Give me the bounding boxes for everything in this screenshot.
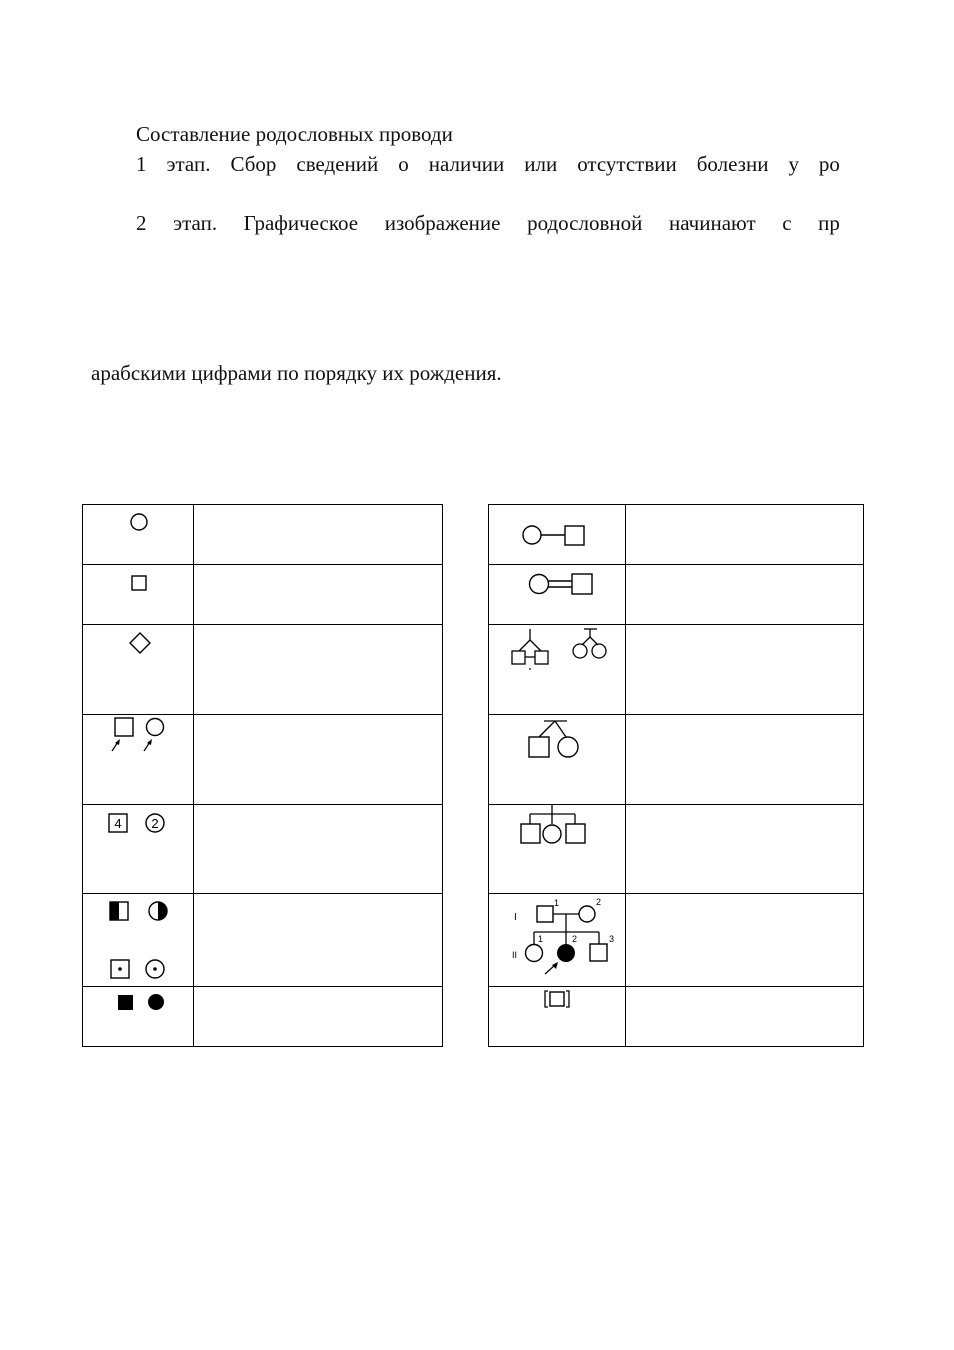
number-label: 4 [114, 816, 122, 831]
word: Графическое [243, 211, 359, 235]
paragraph-line-2 [136, 152, 840, 177]
legend-row [83, 805, 443, 894]
affected-filled-icon [83, 987, 193, 1045]
symbol-cell [489, 987, 626, 1047]
word: о [398, 152, 409, 176]
number-label: 2 [151, 816, 159, 831]
legend-row [83, 987, 443, 1047]
paragraph-line-3 [136, 211, 840, 236]
description-cell [194, 894, 443, 987]
word: пр [818, 211, 840, 235]
legend-row [489, 987, 864, 1047]
consanguineous-marriage-icon [489, 565, 625, 623]
marriage-line-icon [489, 505, 625, 563]
legend-table-left [82, 504, 443, 1047]
word: Сбор [230, 152, 277, 176]
deceased-bracket-icon [489, 987, 625, 1045]
twins-icon [489, 625, 625, 713]
proband-arrow-icon [83, 715, 193, 803]
word: или [524, 152, 558, 176]
generation-label: II [512, 950, 518, 960]
person-number: 2 [572, 934, 578, 944]
symbol-cell [83, 715, 194, 805]
word: ро [818, 152, 840, 176]
word: отсутствии [577, 152, 677, 176]
legend-row [489, 505, 864, 565]
legend-row [83, 505, 443, 565]
description-cell [194, 805, 443, 894]
symbol-cell [83, 805, 194, 894]
word: болезни [696, 152, 769, 176]
word: с [782, 211, 792, 235]
legend-row [83, 625, 443, 715]
description-cell [626, 805, 864, 894]
legend-row [83, 894, 443, 987]
description-cell [626, 565, 864, 625]
symbol-cell [489, 894, 626, 987]
siblings-three-icon [489, 805, 625, 892]
female-circle-icon [83, 505, 193, 563]
description-cell [626, 987, 864, 1047]
paragraph-line-4: арабскими цифрами по порядку их рождения. [91, 361, 502, 385]
person-number: 3 [609, 934, 615, 944]
description-cell [194, 715, 443, 805]
siblings-boy-girl-icon [489, 715, 625, 803]
sex-unknown-diamond-icon [83, 625, 193, 713]
symbol-cell [83, 505, 194, 565]
description-cell [626, 505, 864, 565]
word: наличии [428, 152, 505, 176]
word: этап. [173, 211, 218, 235]
word: этап. [166, 152, 211, 176]
description-cell [626, 625, 864, 715]
word: сведений [296, 152, 379, 176]
male-square-icon [83, 565, 193, 623]
paragraph-line-1: Составление родословных проводи [136, 122, 453, 146]
symbol-cell [489, 565, 626, 625]
word: изображение [384, 211, 501, 235]
word: у [788, 152, 799, 176]
symbol-cell [83, 894, 194, 987]
word: начинают [668, 211, 756, 235]
person-number: 1 [554, 898, 560, 908]
legend-row [83, 565, 443, 625]
word: 2 [136, 211, 147, 235]
symbol-cell [83, 565, 194, 625]
legend-row [489, 625, 864, 715]
legend-row [489, 805, 864, 894]
description-cell [194, 505, 443, 565]
description-cell [626, 715, 864, 805]
description-cell [194, 565, 443, 625]
pedigree-example-icon [489, 894, 625, 985]
legend-row [489, 894, 864, 987]
symbol-cell [489, 805, 626, 894]
person-number: 2 [596, 897, 602, 907]
numbered-siblings-icon [83, 805, 193, 892]
word: родословной [527, 211, 643, 235]
description-cell [626, 894, 864, 987]
word: 1 [136, 152, 147, 176]
symbol-cell [83, 625, 194, 715]
legend-row [83, 715, 443, 805]
symbol-cell [83, 987, 194, 1047]
legend-row [489, 715, 864, 805]
symbol-cell [489, 625, 626, 715]
legend-table-right [488, 504, 864, 1047]
legend-row [489, 565, 864, 625]
generation-label: I [514, 912, 517, 923]
person-number: 1 [538, 934, 544, 944]
description-cell [194, 987, 443, 1047]
symbol-cell [489, 505, 626, 565]
symbol-cell [489, 715, 626, 805]
description-cell [194, 625, 443, 715]
heterozygous-carrier-icon [83, 894, 193, 985]
